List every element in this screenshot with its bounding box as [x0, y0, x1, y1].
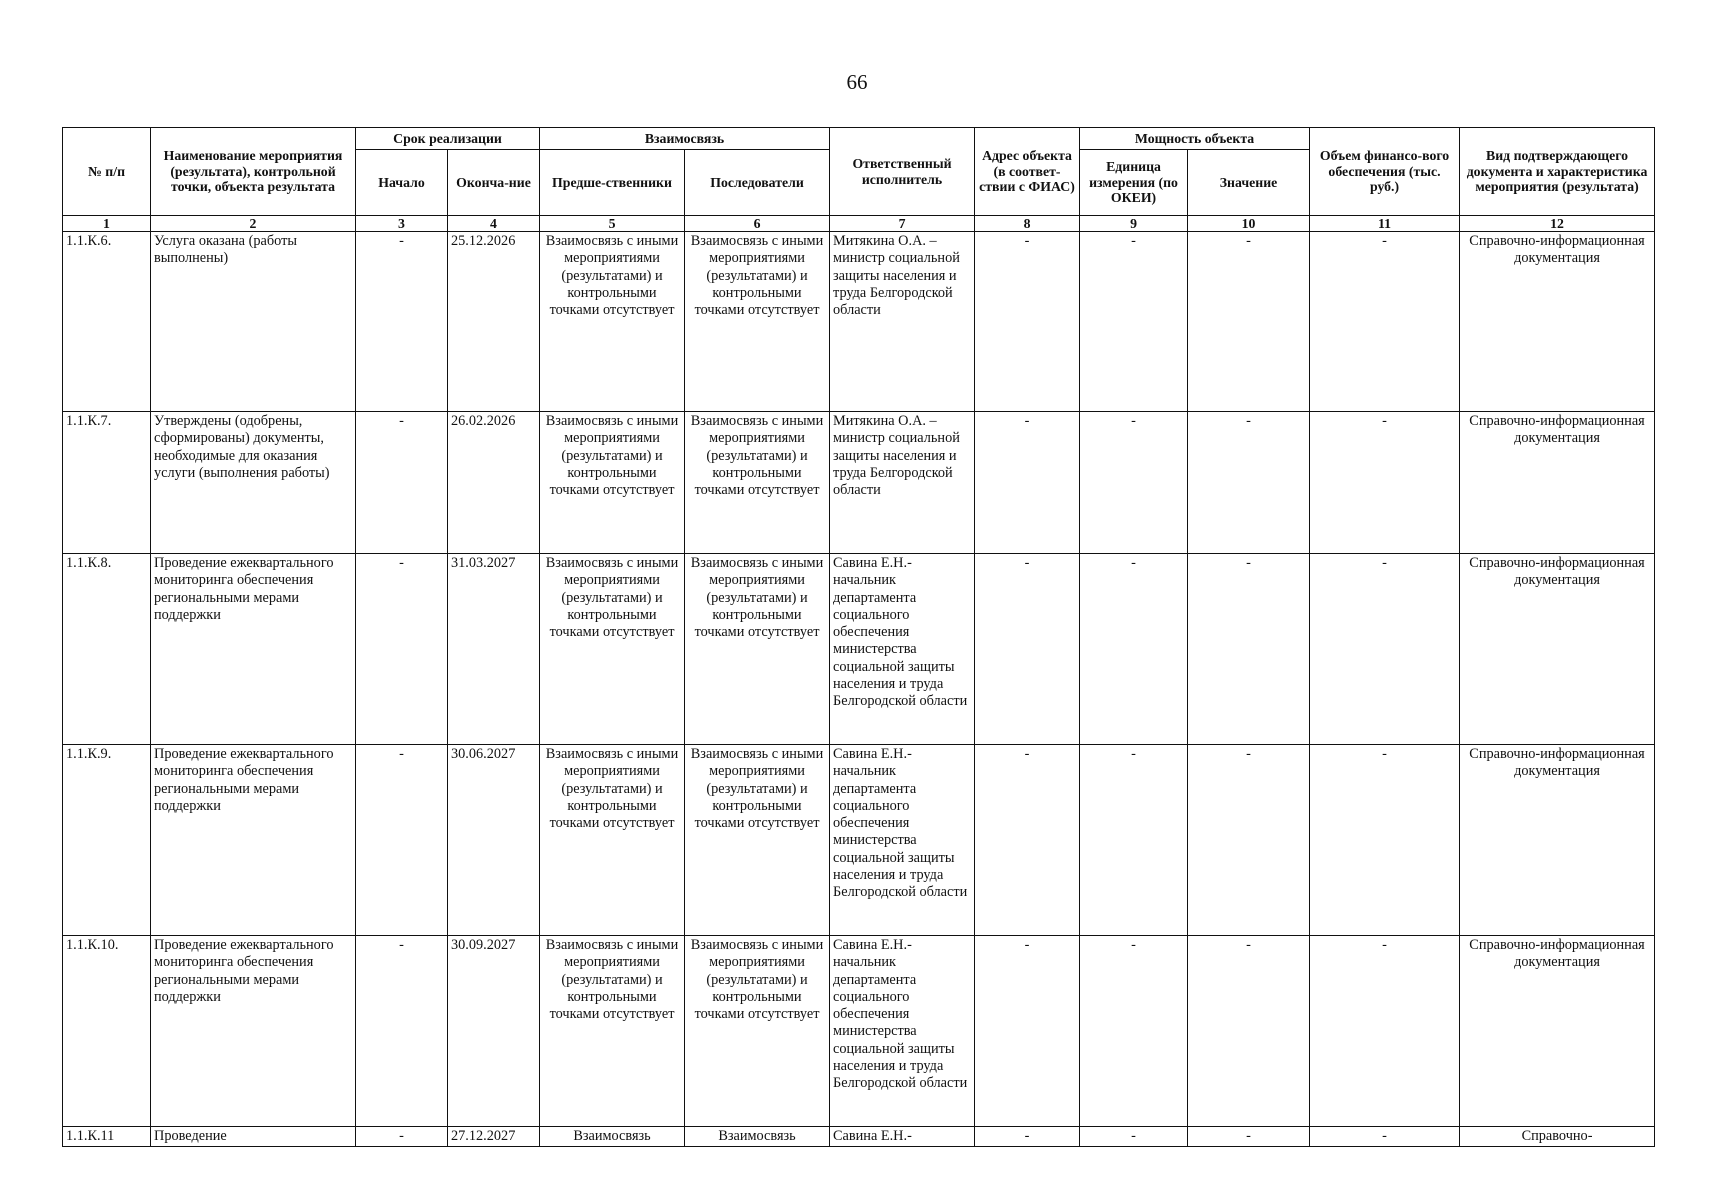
row-name: Утверждены (одобрены, сформированы) документы, необходимые для оказания услуги (выполнения работы): [151, 412, 356, 554]
row-id: 1.1.К.11: [63, 1127, 151, 1147]
row-unit: -: [1080, 412, 1188, 554]
table-row: [63, 1127, 1655, 1147]
row-responsible: Савина Е.Н.-: [830, 1127, 975, 1147]
column-number: 2: [151, 216, 356, 232]
row-name: Проведение: [151, 1127, 356, 1147]
row-start: -: [356, 936, 448, 1127]
row-end: 31.03.2027: [448, 554, 540, 745]
header-responsible: Ответственный исполнитель: [830, 128, 975, 216]
row-value: -: [1188, 554, 1310, 745]
row-doc-type: Справочно-информационная документация: [1460, 936, 1655, 1127]
column-number: 10: [1188, 216, 1310, 232]
row-name: Проведение ежеквартального мониторинга обеспечения региональными мерами поддержки: [151, 554, 356, 745]
table-row: [63, 745, 1655, 936]
column-number: 11: [1310, 216, 1460, 232]
plan-table: [62, 127, 1655, 1147]
header-value: Значение: [1188, 150, 1310, 216]
header-followers: Последователи: [685, 150, 830, 216]
row-unit: -: [1080, 554, 1188, 745]
header-financing: Объем финансо-вого обеспечения (тыс. руб.): [1310, 128, 1460, 216]
row-financing: -: [1310, 936, 1460, 1127]
row-value: -: [1188, 1127, 1310, 1147]
page-number: 66: [846, 70, 868, 94]
row-financing: -: [1310, 745, 1460, 936]
row-name: Проведение ежеквартального мониторинга обеспечения региональными мерами поддержки: [151, 936, 356, 1127]
column-number: 6: [685, 216, 830, 232]
row-followers: Взаимосвязь с иными мероприятиями (результатами) и контрольными точками отсутствует: [685, 936, 830, 1127]
header-num: № п/п: [63, 128, 151, 216]
row-value: -: [1188, 936, 1310, 1127]
row-followers: Взаимосвязь с иными мероприятиями (результатами) и контрольными точками отсутствует: [685, 554, 830, 745]
row-end: 25.12.2026: [448, 232, 540, 412]
column-number: 3: [356, 216, 448, 232]
header-doc-type: Вид подтверждающего документа и характеристика мероприятия (результата): [1460, 128, 1655, 216]
row-address: -: [975, 936, 1080, 1127]
row-address: -: [975, 1127, 1080, 1147]
row-address: -: [975, 745, 1080, 936]
table-row: [63, 232, 1655, 412]
row-end: 30.06.2027: [448, 745, 540, 936]
row-unit: -: [1080, 232, 1188, 412]
row-financing: -: [1310, 554, 1460, 745]
row-doc-type: Справочно-информационная документация: [1460, 412, 1655, 554]
column-number: 1: [63, 216, 151, 232]
column-number: 5: [540, 216, 685, 232]
row-financing: -: [1310, 1127, 1460, 1147]
table-row: [63, 554, 1655, 745]
table-row: [63, 412, 1655, 554]
row-doc-type: Справочно-: [1460, 1127, 1655, 1147]
header-name: Наименование мероприятия (результата), контрольной точки, объекта результата: [151, 128, 356, 216]
row-id: 1.1.К.8.: [63, 554, 151, 745]
row-doc-type: Справочно-информационная документация: [1460, 554, 1655, 745]
row-id: 1.1.К.10.: [63, 936, 151, 1127]
row-value: -: [1188, 412, 1310, 554]
row-value: -: [1188, 745, 1310, 936]
row-address: -: [975, 554, 1080, 745]
row-responsible: Савина Е.Н.- начальник департамента социального обеспечения министерства социальной защиты населения и труда Белгородской области: [830, 936, 975, 1127]
row-responsible: Савина Е.Н.- начальник департамента социального обеспечения министерства социальной защиты населения и труда Белгородской области: [830, 554, 975, 745]
row-followers: Взаимосвязь с иными мероприятиями (результатами) и контрольными точками отсутствует: [685, 412, 830, 554]
column-number: 4: [448, 216, 540, 232]
row-followers: Взаимосвязь с иными мероприятиями (результатами) и контрольными точками отсутствует: [685, 745, 830, 936]
row-end: 26.02.2026: [448, 412, 540, 554]
header-unit: Единица измерения (по ОКЕИ): [1080, 150, 1188, 216]
header-capacity: Мощность объекта: [1080, 128, 1310, 150]
column-number: 7: [830, 216, 975, 232]
column-number: 8: [975, 216, 1080, 232]
row-responsible: Митякина О.А. – министр социальной защиты населения и труда Белгородской области: [830, 412, 975, 554]
row-predecessors: Взаимосвязь с иными мероприятиями (результатами) и контрольными точками отсутствует: [540, 936, 685, 1127]
column-number: 12: [1460, 216, 1655, 232]
row-start: -: [356, 554, 448, 745]
header-period: Срок реализации: [356, 128, 540, 150]
row-responsible: Савина Е.Н.- начальник департамента социального обеспечения министерства социальной защиты населения и труда Белгородской области: [830, 745, 975, 936]
row-followers: Взаимосвязь с иными мероприятиями (результатами) и контрольными точками отсутствует: [685, 232, 830, 412]
row-financing: -: [1310, 412, 1460, 554]
table-row: [63, 936, 1655, 1127]
row-predecessors: Взаимосвязь: [540, 1127, 685, 1147]
row-end: 30.09.2027: [448, 936, 540, 1127]
row-address: -: [975, 232, 1080, 412]
row-start: -: [356, 412, 448, 554]
row-predecessors: Взаимосвязь с иными мероприятиями (результатами) и контрольными точками отсутствует: [540, 232, 685, 412]
row-predecessors: Взаимосвязь с иными мероприятиями (результатами) и контрольными точками отсутствует: [540, 554, 685, 745]
row-unit: -: [1080, 745, 1188, 936]
row-doc-type: Справочно-информационная документация: [1460, 232, 1655, 412]
column-number: 9: [1080, 216, 1188, 232]
row-predecessors: Взаимосвязь с иными мероприятиями (результатами) и контрольными точками отсутствует: [540, 412, 685, 554]
row-start: -: [356, 1127, 448, 1147]
row-name: Услуга оказана (работы выполнены): [151, 232, 356, 412]
row-start: -: [356, 745, 448, 936]
row-responsible: Митякина О.А. – министр социальной защиты населения и труда Белгородской области: [830, 232, 975, 412]
row-doc-type: Справочно-информационная документация: [1460, 745, 1655, 936]
header-address: Адрес объекта (в соответ-ствии с ФИАС): [975, 128, 1080, 216]
row-id: 1.1.К.9.: [63, 745, 151, 936]
row-financing: -: [1310, 232, 1460, 412]
row-name: Проведение ежеквартального мониторинга обеспечения региональными мерами поддержки: [151, 745, 356, 936]
header-end: Оконча-ние: [448, 150, 540, 216]
row-id: 1.1.К.7.: [63, 412, 151, 554]
row-unit: -: [1080, 936, 1188, 1127]
row-id: 1.1.К.6.: [63, 232, 151, 412]
row-end: 27.12.2027: [448, 1127, 540, 1147]
header-start: Начало: [356, 150, 448, 216]
row-address: -: [975, 412, 1080, 554]
row-followers: Взаимосвязь: [685, 1127, 830, 1147]
header-predecessors: Предше-ственники: [540, 150, 685, 216]
row-unit: -: [1080, 1127, 1188, 1147]
header-relation: Взаимосвязь: [540, 128, 830, 150]
row-value: -: [1188, 232, 1310, 412]
row-predecessors: Взаимосвязь с иными мероприятиями (результатами) и контрольными точками отсутствует: [540, 745, 685, 936]
row-start: -: [356, 232, 448, 412]
